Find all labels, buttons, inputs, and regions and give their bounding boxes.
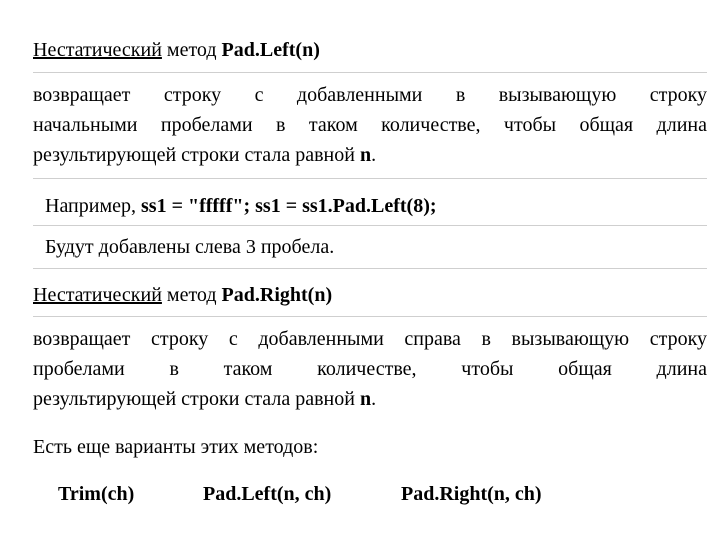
padright-desc-line-3 <box>33 384 707 414</box>
padleft-desc-var: n <box>359 144 372 166</box>
method-padleft-name: Pad.Left(n) <box>221 39 320 61</box>
padright-desc-line-1: возвращает строку с добавленными справа в вызывающую строку <box>33 328 707 350</box>
example-prefix: Например, <box>45 195 141 217</box>
padleft-desc-line-1: возвращает строку с добавленными в вызывающую строку <box>33 84 707 106</box>
padleft-desc-end: . <box>371 144 377 166</box>
padright-desc-line-2: пробелами в таком количестве, чтобы общая длина <box>33 358 707 380</box>
example-result: Будут добавлены слева 3 пробела. <box>45 236 335 258</box>
method-padright-name: Pad.Right(n) <box>221 284 333 306</box>
variant-padleft: Pad.Left(n, ch) <box>203 483 332 505</box>
variants-intro: Есть еще варианты этих методов: <box>33 436 319 458</box>
section-divider <box>33 72 707 73</box>
padright-desc-var: n <box>359 388 372 410</box>
method-padleft-heading <box>33 37 320 63</box>
nonstatic-label: Нестатический <box>33 39 162 61</box>
method-word: метод <box>161 284 222 306</box>
section-divider <box>33 268 707 269</box>
padleft-desc-line-2: начальными пробелами в таком количестве, чтобы общая длина <box>33 114 707 136</box>
example-line <box>45 193 437 219</box>
example-code: ss1 = "fffff"; ss1 = ss1.Pad.Left(8); <box>141 195 437 217</box>
padleft-desc-line-3-text: результирующей строки стала равной <box>33 144 360 166</box>
padleft-description <box>33 80 707 170</box>
padleft-desc-line-3 <box>33 140 707 170</box>
padright-desc-line-3-text: результирующей строки стала равной <box>33 388 360 410</box>
variants-list <box>0 480 720 510</box>
section-divider <box>33 225 707 226</box>
variant-padright: Pad.Right(n, ch) <box>401 483 542 505</box>
method-padright-heading <box>33 282 332 308</box>
method-word: метод <box>161 39 222 61</box>
nonstatic-label: Нестатический <box>33 284 162 306</box>
padright-description <box>33 324 707 414</box>
padright-desc-end: . <box>371 388 377 410</box>
section-divider <box>33 178 707 179</box>
section-divider <box>33 316 707 317</box>
variant-trim: Trim(ch) <box>58 483 135 505</box>
